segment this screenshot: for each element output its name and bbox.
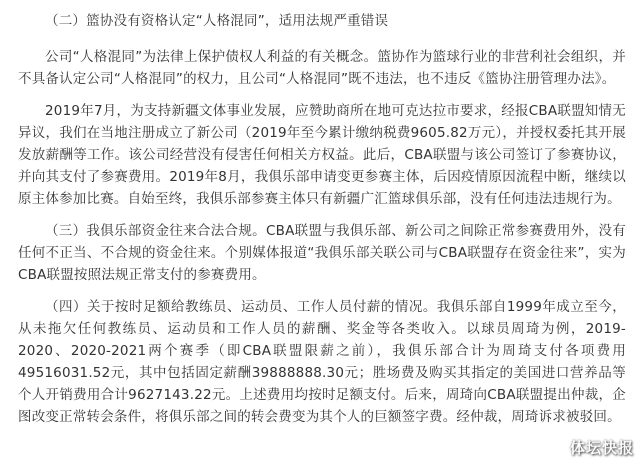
paragraph-personality-confusion: 公司“人格混同”为法律上保护债权人利益的有关概念。篮协作为篮球行业的非营利社会组织，并不具备认定公司“人格混同”的权力，且公司“人格混同”既不违法，也不违反《篮协注册管理办法》。 bbox=[18, 49, 626, 87]
section-heading: （二）篮协没有资格认定“人格混同”，适用法规严重错误 bbox=[45, 13, 389, 29]
paragraph-new-company: 2019年7月，为支持新疆文体事业发展，应赞助商所在地可克达拉市要求，经报CBA联盟知情无异议，我们在当地注册成立了新公司（2019年至今累计缴纳税费9605.82万元），并授权委托其开展发放薪酬等工作。该公司经营没有侵害任何相关方权益。此后，CBA联盟与该公司签订了参赛协议，并向其支付了参赛费用。2019年8月，我俱乐部申请变更参赛主体，后因疫情原因流程中断，继续以原主体参加比赛。自始至终，我俱乐部参赛主体只有新疆广汇篮球俱乐部，没有任何违法违规行为。 bbox=[18, 103, 626, 207]
paragraph-salary-payment: （四）关于按时足额给教练员、运动员、工作人员付薪的情况。我俱乐部自1999年成立至今，从未拖欠任何教练员、运动员和工作人员的薪酬、奖金等各类收入。以球员周琦为例，2019-2020、2020-2021两个赛季（即CBA联盟限薪之前），我俱乐部合计为周琦支付各项费用49516031.52元，其中包括固定薪酬39888888.30元；胜场费及购买其指定的美国进口营养品等个人开销费用合计9627143.22元。上述费用均按时足额支付。后来，周琦向CBA联盟提出仲裁，企图改变正常转会条件，将俱乐部之间的转会费变为其个人的巨额签字费。经仲裁，周琦诉求被驳回。 bbox=[18, 299, 626, 425]
paragraph-fund-transactions: （三）我俱乐部资金往来合法合规。CBA联盟与我俱乐部、新公司之间除正常参赛费用外，没有任何不正当、不合规的资金往来。个别媒体报道“我俱乐部关联公司与CBA联盟存在资金往来”，实为CBA联盟按照法规正常支付的参赛费用。 bbox=[18, 223, 626, 283]
source-watermark: 体坛快报 bbox=[569, 439, 634, 457]
